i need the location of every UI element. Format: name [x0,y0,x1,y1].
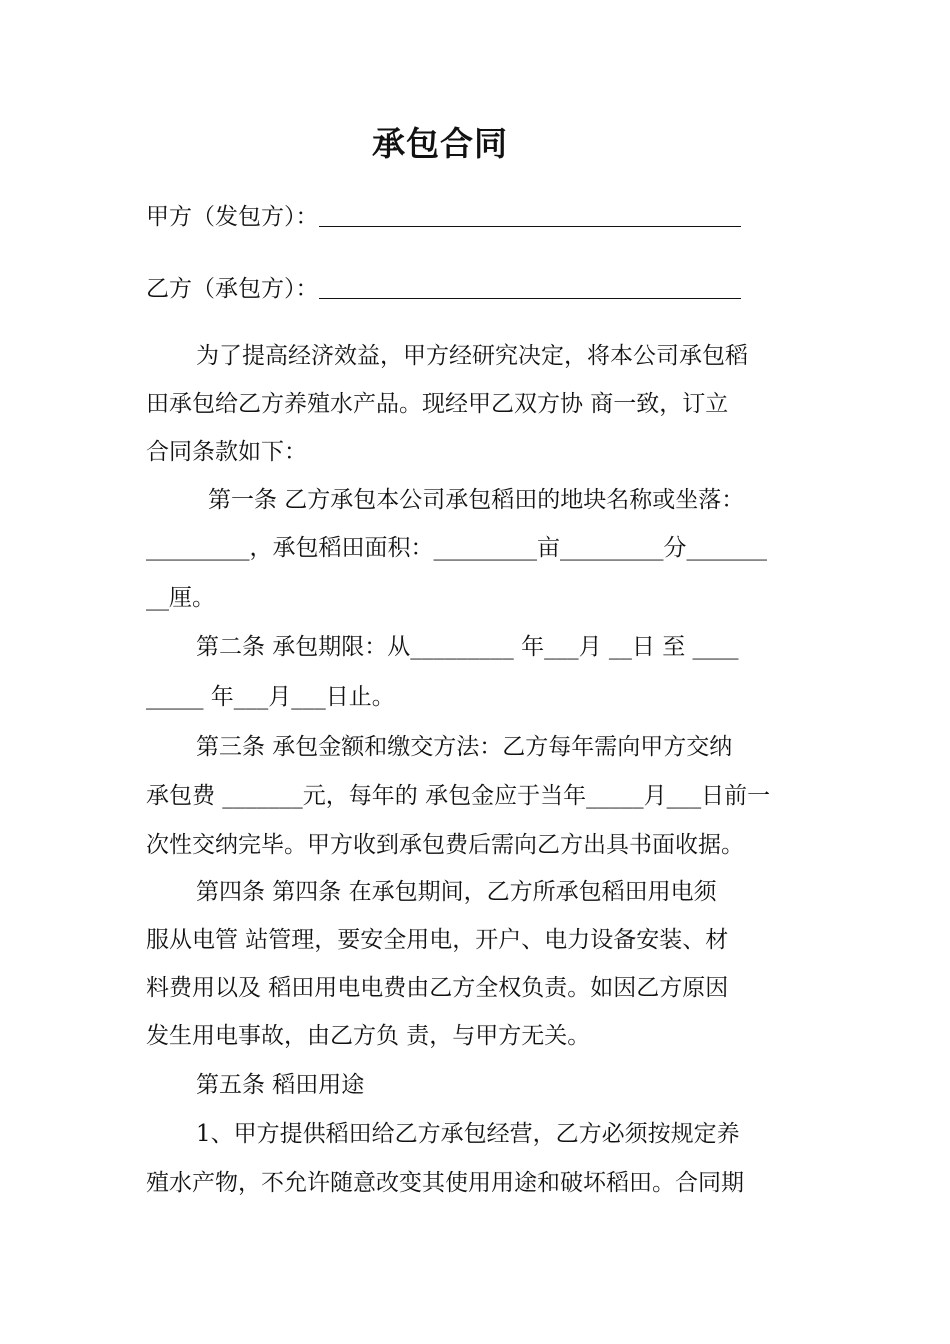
body-line-4: 第一条 乙方承包本公司承包稻田的地块名称或坐落： [208,487,745,513]
body-line-1: 为了提高经济效益，甲方经研究决定，将本公司承包稻 [196,343,748,369]
party-b-label: 乙方（承包方）： [146,276,319,302]
body-line-5: _________，承包稻田面积：_________亩_________分_______ [146,535,767,561]
body-line-9: 第三条 承包金额和缴交方法：乙方每年需向甲方交纳 [196,734,733,760]
body-line-3: 合同条款如下： [146,439,307,465]
party-a-row [146,198,741,231]
body-line-7: 第二条 承包期限：从_________ 年___月 __日 至 ____ [196,634,739,660]
body-line-10: 承包费 _______元，每年的 承包金应于当年_____月___日前一 [146,783,771,809]
body-line-2: 田承包给乙方养殖水产品。现经甲乙双方协 商一致，订立 [146,391,729,417]
body-line-8: _____ 年___月___日止。 [146,684,395,710]
body-line-15: 发生用电事故，由乙方负 责，与甲方无关。 [146,1023,591,1049]
body-line-18: 殖水产物，不允许随意改变其使用用途和破坏稻田。合同期 [146,1170,744,1196]
body-line-14: 料费用以及 稻田用电电费由乙方全权负责。如因乙方原因 [146,975,729,1001]
party-b-blank [319,276,741,299]
party-a-label: 甲方（发包方）： [146,204,319,230]
document-title: 承包合同 [372,124,508,163]
party-b-row [146,270,741,303]
body-line-12: 第四条 第四条 在承包期间，乙方所承包稻田用电须 [196,879,717,905]
body-line-16: 第五条 稻田用途 [196,1072,365,1098]
body-line-13: 服从电管 站管理，要安全用电，开户、电力设备安装、材 [146,927,729,953]
body-line-17: 1、甲方提供稻田给乙方承包经营，乙方必须按规定养 [196,1121,740,1147]
party-a-blank [319,204,741,227]
body-line-6: __厘。 [146,585,215,611]
body-line-11: 次性交纳完毕。甲方收到承包费后需向乙方出具书面收据。 [146,832,744,858]
